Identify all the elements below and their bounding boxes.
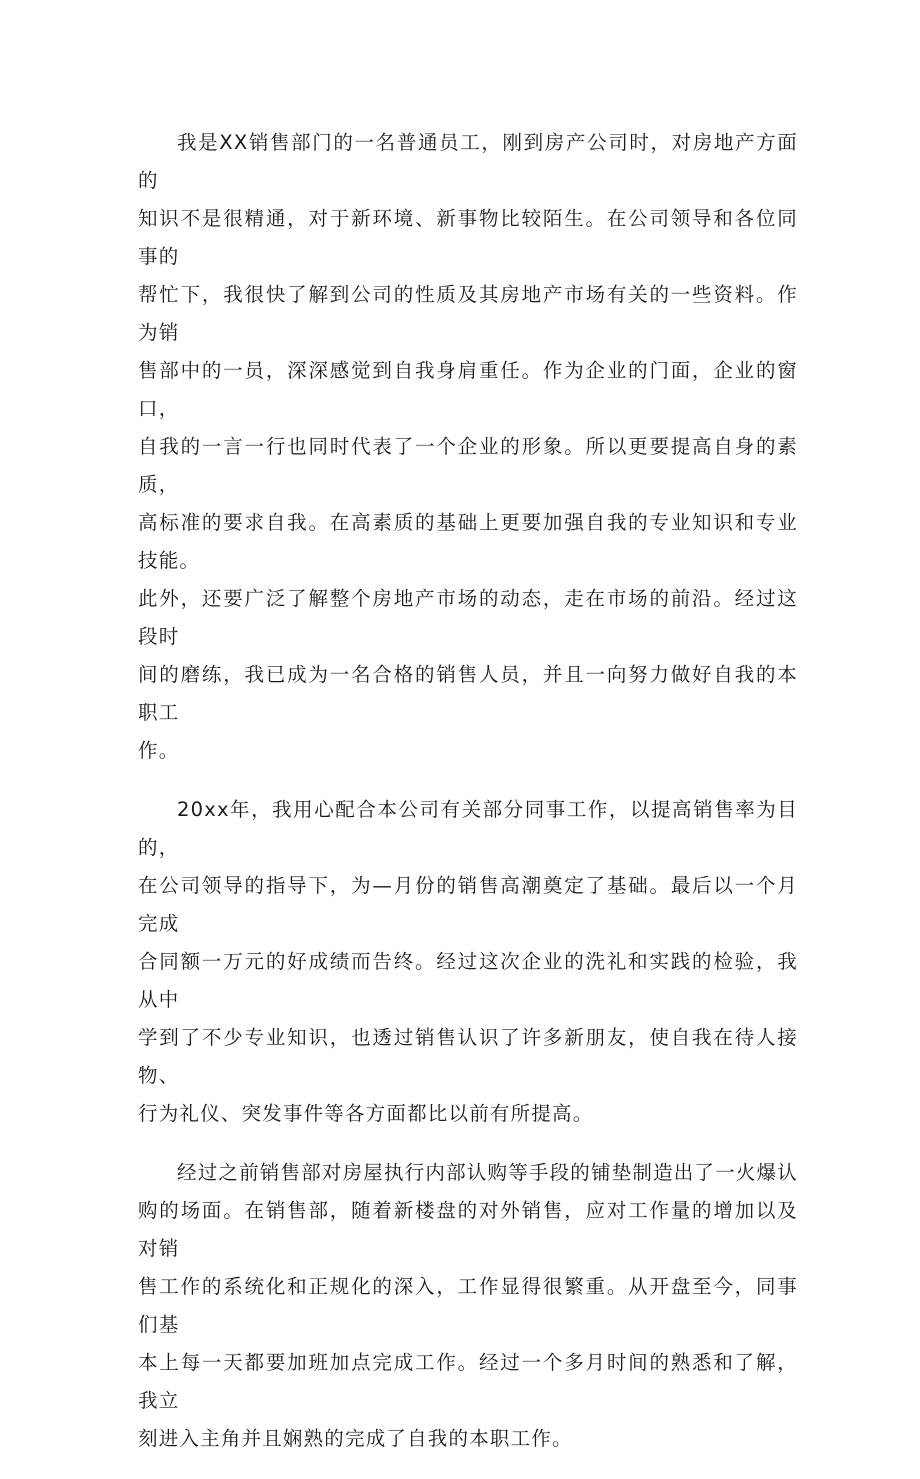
paragraph-2: 20xx年，我用心配合本公司有关部分同事工作，以提高销售率为目的， 在公司领导的指导下，为—月份的销售高潮奠定了基础。最后以一个月完成 合同额一万元的好成绩而告终。经过这次企业的洗礼和实践的检验，我从中 学到了不少专业知识，也透过销售认识了许多新朋友，使自我在待人接物、 行为礼仪、突发事件等各方面都比以前有所提高。 [138,798,798,1125]
paragraph-3: 经过之前销售部对房屋执行内部认购等手段的铺垫制造出了一火爆认 购的场面。在销售部，随着新楼盘的对外销售，应对工作量的增加以及对销 售工作的系统化和正规化的深入，工作显得很繁重。从开盘至今，同事们基 本上每一天都要加班加点完成工作。经过一个多月时间的熟悉和了解，我立 刻进入主角并且娴熟的完成了自我的本职工作。 [138,1161,799,1450]
document-body [138,124,798,1479]
paragraph-1: 我是XX销售部门的一名普通员工，刚到房产公司时，对房地产方面的 知识不是很精通，对于新环境、新事物比较陌生。在公司领导和各位同事的 帮忙下，我很快了解到公司的性质及其房地产市场有关的一些资料。作为销 售部中的一员，深深感觉到自我身肩重任。作为企业的门面，企业的窗口， 自我的一言一行也同时代表了一个企业的形象。所以更要提高自身的素质， 高标准的要求自我。在高素质的基础上更要加强自我的专业知识和专业技能。 此外，还要广泛了解整个房地产市场的动态，走在市场的前沿。经过这段时 间的磨练，我已成为一名合格的销售人员，并且一向努力做好自我的本职工 作。 [138,131,798,762]
